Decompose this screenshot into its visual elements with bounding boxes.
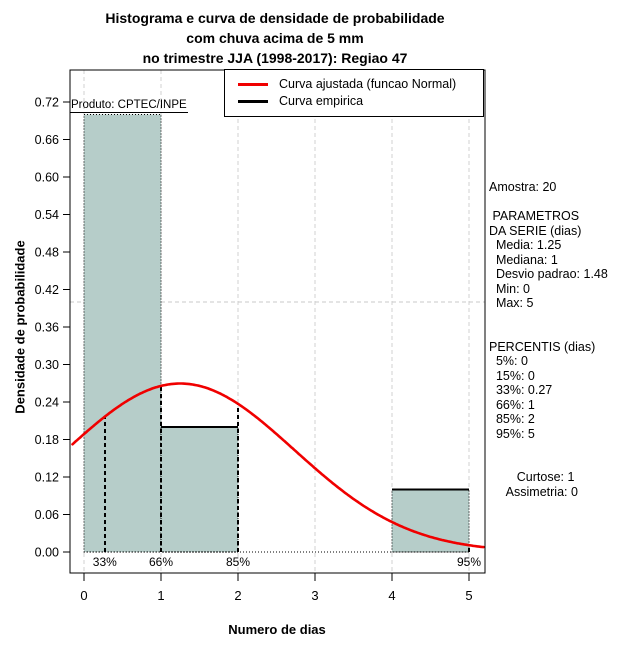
x-tick-label: 2	[234, 588, 242, 603]
y-tick-label: 0.06	[34, 508, 59, 522]
stats-line: PARAMETROS	[489, 209, 580, 223]
stats-line: 33%: 0.27	[489, 383, 553, 397]
product-label: Produto: CPTEC/INPE	[71, 99, 187, 111]
stats-line: Max: 5	[489, 296, 534, 310]
legend-label-fitted: Curva ajustada (funcao Normal)	[279, 77, 457, 91]
stats-line: 95%: 5	[489, 426, 535, 441]
stats-line: Min: 0	[489, 281, 530, 296]
stats-line: 15%: 0	[489, 368, 535, 383]
y-tick-label: 0.42	[34, 283, 59, 297]
histogram-bar	[161, 427, 238, 552]
stats-line: Mediana: 1	[489, 252, 558, 267]
stats-line: 5%: 0	[489, 354, 528, 368]
y-tick-label: 0.36	[34, 320, 59, 335]
stats-line: Amostra: 20	[489, 180, 557, 194]
y-tick-label: 0.24	[34, 395, 59, 410]
percentile-label: 95%	[456, 555, 482, 569]
percentile-label: 33%	[92, 555, 117, 569]
y-tick-label: 0.60	[34, 170, 59, 185]
x-tick-label: 0	[80, 588, 88, 603]
x-tick-label: 1	[157, 588, 165, 603]
stats-line	[489, 325, 608, 340]
stats-line	[489, 456, 608, 471]
stats-line	[489, 441, 608, 456]
chart-title-line3: no trimestre JJA (1998-2017): Regiao 47	[142, 50, 408, 66]
y-tick-label: 0.66	[34, 133, 59, 147]
stats-line: 85%: 2	[489, 412, 535, 426]
empirical-curve-line-icon	[238, 100, 268, 103]
x-tick-label: 5	[465, 588, 473, 603]
legend-box	[224, 69, 484, 117]
legend-row-fitted	[238, 76, 483, 92]
x-tick-label: 3	[311, 588, 319, 603]
percentile-label: 85%	[225, 555, 251, 569]
stats-line: 66%: 1	[489, 397, 535, 412]
legend-label-empirical: Curva empirica	[279, 94, 364, 108]
stats-panel	[489, 180, 608, 499]
chart-title	[35, 8, 515, 68]
stats-line: PERCENTIS (dias)	[489, 339, 596, 354]
chart-title-line2: com chuva acima de 5 mm	[186, 30, 364, 46]
chart-title-line1: Histograma e curva de densidade de probabilidade	[105, 10, 445, 26]
stats-line: Curtose: 1	[489, 470, 575, 484]
y-tick-label: 0.54	[34, 208, 59, 222]
stats-line: Media: 1.25	[489, 238, 562, 252]
stats-line: Desvio padrao: 1.48	[489, 267, 608, 281]
y-axis-label: Densidade de probabilidade	[12, 240, 28, 414]
histogram-bar	[84, 115, 161, 553]
stats-line: Assimetria: 0	[489, 484, 578, 499]
stats-line	[489, 311, 608, 326]
x-axis-label: Numero de dias	[228, 622, 326, 637]
y-tick-label: 0.72	[34, 95, 59, 110]
fitted-curve-line-icon	[238, 83, 268, 86]
percentile-label: 66%	[148, 555, 174, 569]
y-tick-label: 0.30	[34, 358, 59, 372]
y-tick-label: 0.00	[34, 545, 59, 560]
legend-row-empirical	[238, 93, 483, 109]
y-tick-label: 0.18	[34, 433, 59, 447]
y-tick-label: 0.12	[34, 470, 59, 485]
x-tick-label: 4	[388, 588, 396, 603]
stats-line: DA SERIE (dias)	[489, 223, 582, 238]
y-tick-label: 0.48	[34, 245, 59, 260]
stats-line	[489, 195, 608, 210]
